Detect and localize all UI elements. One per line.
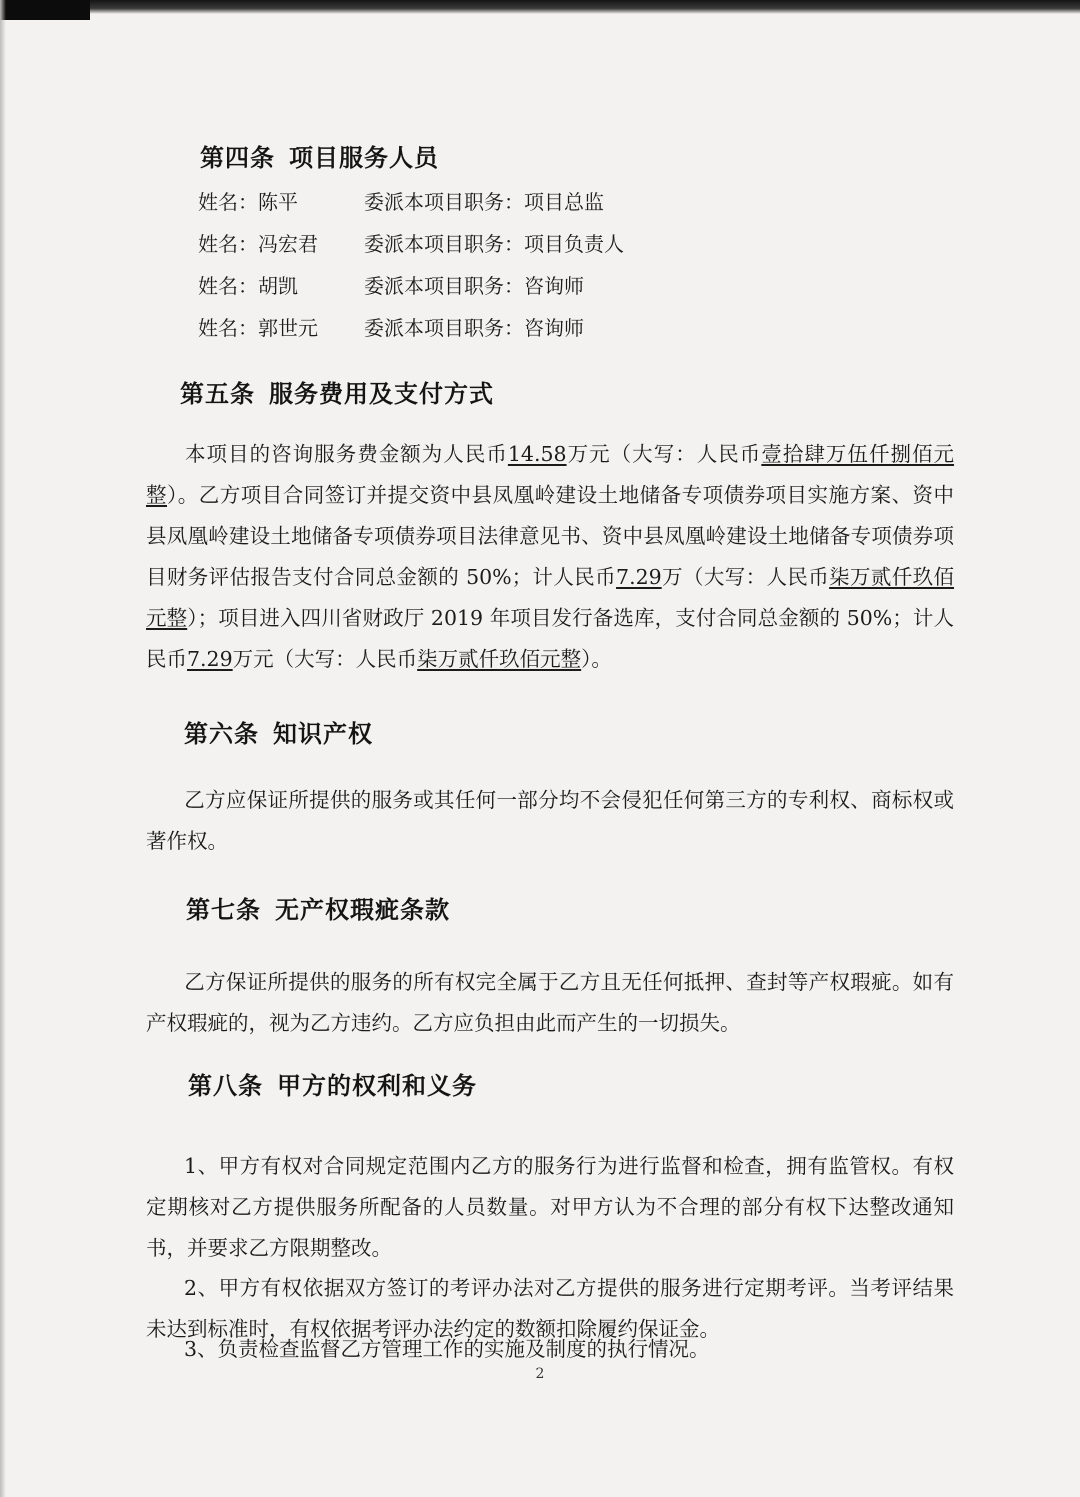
scan-left-edge (0, 0, 6, 1497)
article-6-number: 第六条 (184, 720, 259, 748)
fee-text: 万元（大写：人民币 (566, 442, 762, 466)
article-5-body (146, 434, 954, 680)
scan-corner-shadow (0, 0, 90, 20)
article-4-number: 第四条 (200, 144, 275, 172)
fee-amount-first-words: 柒万贰仟玖佰元整 (146, 565, 955, 630)
article-5-heading (180, 374, 494, 409)
page-number: 2 (535, 1366, 545, 1382)
fee-text: ）。乙方项目合同签订并提交资中县凤凰岭建设土地储备专项债券项目实施方案、资中县凤凰岭建设土地储备专项债券项目法律意见书、资中县凤凰岭建设土地储备专项债券项目财务评估报告支付合同总金额的 50%；计人民币 (146, 483, 955, 589)
article-8-item (146, 1146, 954, 1269)
staff-name: 姓名：冯宏君 (198, 232, 318, 256)
staff-role: 委派本项目职务：项目总监 (364, 190, 604, 214)
fee-text: ）；项目进入四川省财政厅 2019 年项目发行备选库，支付合同总金额的 50%；计人民币 (146, 606, 955, 671)
article-6-heading (184, 714, 373, 749)
article-8-number: 第八条 (188, 1072, 263, 1100)
article-5-number: 第五条 (180, 380, 255, 408)
fee-amount-second-words: 柒万贰仟玖佰元整 (417, 647, 582, 671)
article-8-title: 甲方的权利和义务 (277, 1072, 477, 1100)
staff-role: 委派本项目职务：项目负责人 (364, 232, 624, 256)
article-6-title: 知识产权 (273, 720, 373, 748)
fee-text: 万元（大写：人民币 (232, 647, 418, 671)
obligation-text: 1、甲方有权对合同规定范围内乙方的服务行为进行监督和检查，拥有监管权。有权定期核对乙方提供服务所配备的人员数量。对甲方认为不合理的部分有权下达整改通知书，并要求乙方限期整改。 (146, 1154, 954, 1260)
article-7-number: 第七条 (186, 896, 261, 924)
article-8-heading (188, 1066, 477, 1101)
title-defect-text: 乙方保证所提供的服务的所有权完全属于乙方且无任何抵押、查封等产权瑕疵。如有产权瑕疵的，视为乙方违约。乙方应负担由此而产生的一切损失。 (146, 970, 954, 1035)
article-7-heading (186, 890, 450, 925)
obligation-text: 2、甲方有权依据双方签订的考评办法对乙方提供的服务进行定期考评。当考评结果未达到标准时，有权依据考评办法约定的数额扣除履约保证金。 (146, 1276, 954, 1341)
staff-name: 姓名：胡凯 (198, 274, 298, 298)
article-6-body (146, 780, 954, 862)
fee-amount-second: 7.29 (187, 647, 233, 671)
article-7-body (146, 962, 954, 1044)
staff-role: 委派本项目职务：咨询师 (364, 316, 584, 340)
obligation-text: 3、负责检查监督乙方管理工作的实施及制度的执行情况。 (184, 1337, 710, 1361)
staff-row (198, 312, 584, 341)
staff-row (198, 186, 604, 215)
staff-row (198, 270, 584, 299)
scan-top-shadow (0, 0, 1080, 14)
staff-name: 姓名：郭世元 (198, 316, 318, 340)
fee-amount-first: 7.29 (616, 565, 662, 589)
fee-amount-total: 14.58 (507, 442, 567, 466)
fee-text: 万（大写：人民币 (661, 565, 830, 589)
article-4-title: 项目服务人员 (289, 144, 439, 172)
article-4-heading (200, 138, 439, 173)
staff-row (198, 228, 624, 257)
fee-text: ）。 (581, 647, 612, 671)
ip-clause-text: 乙方应保证所提供的服务或其任何一部分均不会侵犯任何第三方的专利权、商标权或著作权。 (146, 788, 954, 853)
article-5-title: 服务费用及支付方式 (269, 380, 494, 408)
staff-name: 姓名：陈平 (198, 190, 298, 214)
staff-role: 委派本项目职务：咨询师 (364, 274, 584, 298)
fee-amount-total-words: 壹拾肆万伍仟捌佰元整 (146, 442, 955, 507)
article-7-title: 无产权瑕疵条款 (275, 896, 450, 924)
fee-text: 本项目的咨询服务费金额为人民币 (184, 442, 508, 466)
article-8-item (146, 1329, 954, 1370)
